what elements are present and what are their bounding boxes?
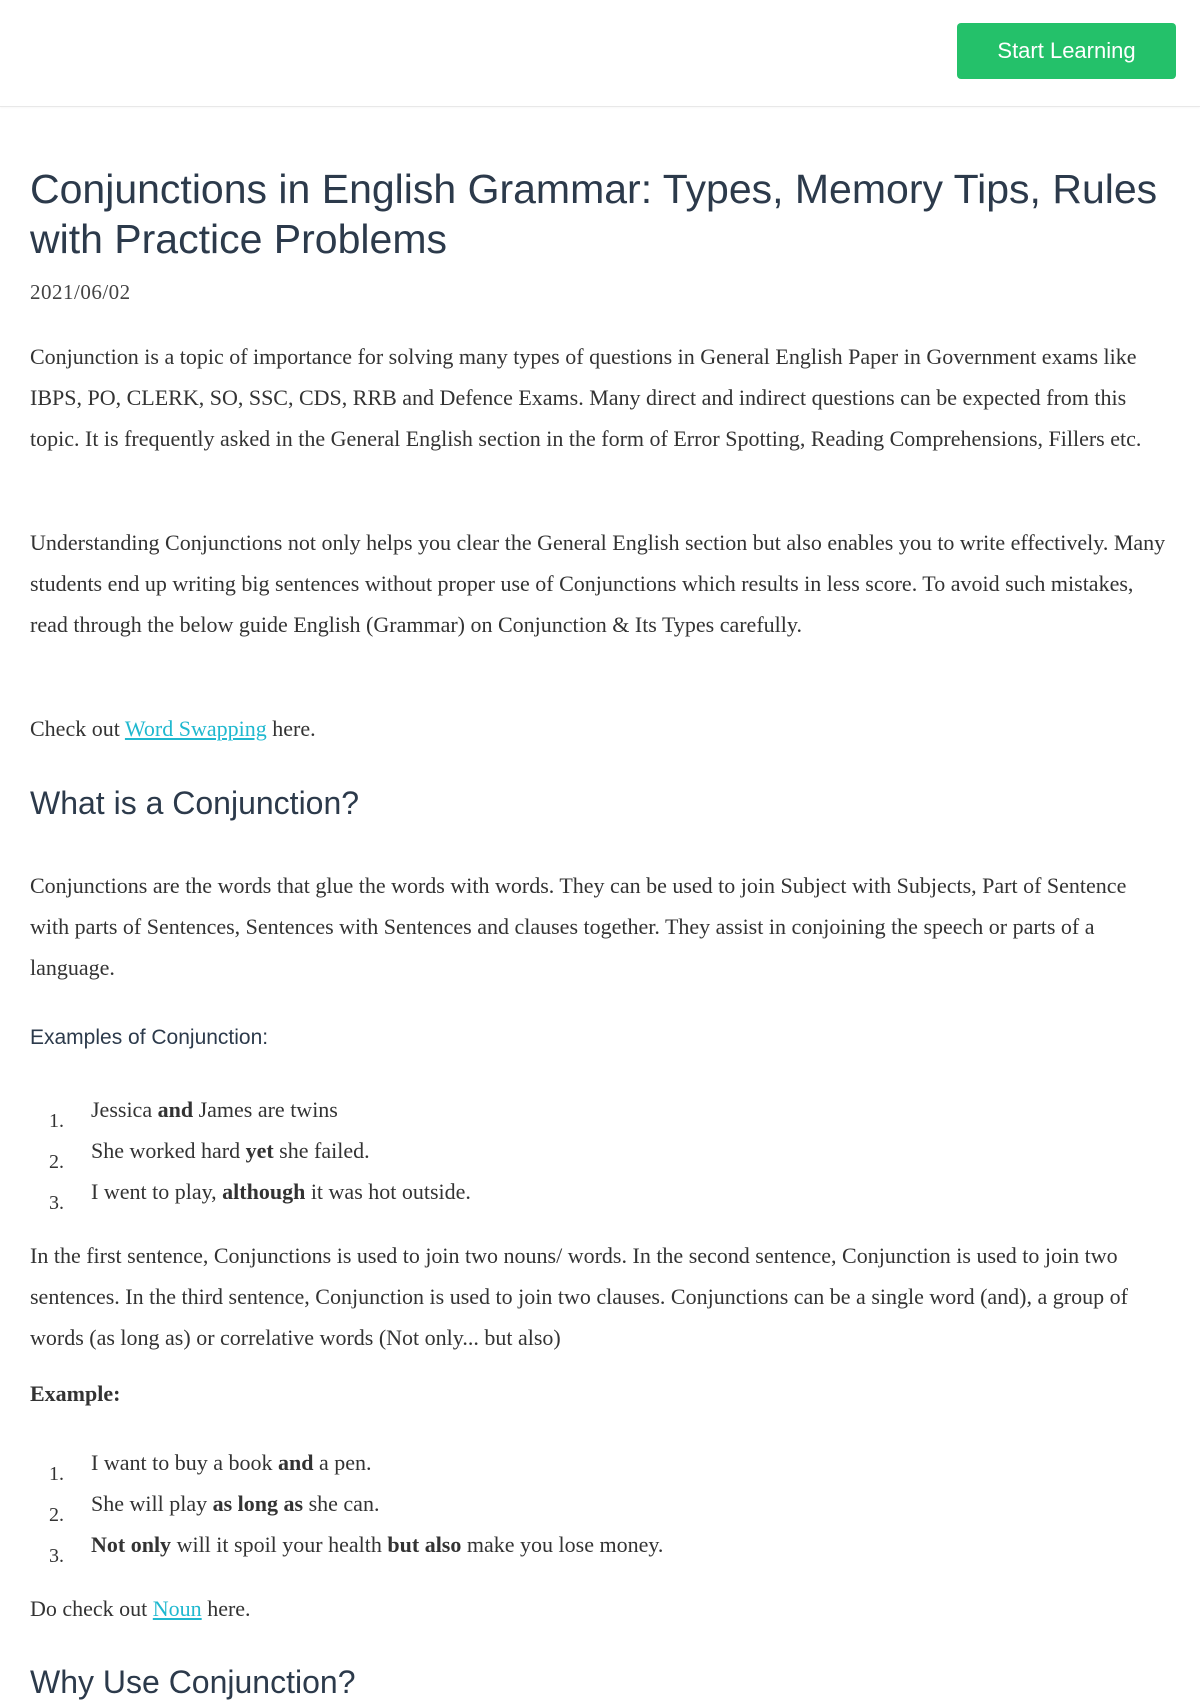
checkout2-suffix: here. (201, 1596, 251, 1621)
list-number: 1. (49, 1463, 64, 1485)
check-out-word-swapping (30, 708, 1170, 749)
examples-heading: Examples of Conjunction: (30, 1026, 269, 1049)
example-item (30, 1171, 1170, 1212)
example-item (30, 1483, 1170, 1524)
list-number: 2. (49, 1151, 64, 1173)
example-text: it was hot outside. (305, 1179, 471, 1204)
example-text: She will play (91, 1491, 213, 1516)
example-label: Example: (30, 1381, 121, 1406)
list-number: 1. (49, 1110, 64, 1132)
example-text: Jessica (91, 1097, 158, 1122)
what-is-conjunction-heading: What is a Conjunction? (30, 785, 360, 821)
example-conjunction: and (157, 1097, 194, 1122)
example-conjunction: and (277, 1450, 314, 1475)
example-conjunction: yet (245, 1138, 274, 1163)
why-use-conjunction-heading: Why Use Conjunction? (30, 1664, 356, 1700)
check-out-noun (30, 1588, 1170, 1629)
top-bar (0, 0, 1200, 107)
definition-paragraph: Conjunctions are the words that glue the words with words. They can be used to join Subject with Subjects, Part of Sentence with parts of Sentences, Sentences with Sentences and clauses together. They assist in conjoining the speech or parts of a language. (30, 873, 1127, 980)
intro-paragraph-1: Conjunction is a topic of importance for solving many types of questions in General English Paper in Government exams like IBPS, PO, CLERK, SO, SSC, CDS, RRB and Defence Exams. Many direct and indirect questions can be expected from this topic. It is frequently asked in the General English section in the form of Error Spotting, Reading Comprehensions, Fillers etc. (30, 344, 1142, 451)
example-text: I went to play, (91, 1179, 223, 1204)
example-item (30, 1089, 1170, 1130)
list-number: 3. (49, 1545, 64, 1567)
example-text: a pen. (313, 1450, 372, 1475)
example-item (30, 1442, 1170, 1483)
examples-list-2 (30, 1442, 1170, 1565)
example-conjunction: although (222, 1179, 306, 1204)
example-text: she failed. (273, 1138, 370, 1163)
example-text: James are twins (193, 1097, 338, 1122)
noun-link[interactable]: Noun (152, 1596, 202, 1621)
example-item (30, 1130, 1170, 1171)
checkout-suffix: here. (266, 716, 316, 741)
explanation-paragraph: In the first sentence, Conjunctions is used to join two nouns/ words. In the second sentence, Conjunction is used to join two sentences. In the third sentence, Conjunction is used to join two clauses. Conjunctions can be a single word (and), a group of words (as long as) or correlative words (Not only... but also) (30, 1243, 1128, 1350)
list-number: 3. (49, 1192, 64, 1214)
example-item (30, 1524, 1170, 1565)
start-learning-button[interactable]: Start Learning (957, 23, 1176, 79)
word-swapping-link[interactable]: Word Swapping (124, 716, 267, 741)
article-title: Conjunctions in English Grammar: Types, Memory Tips, Rules with Practice Problems (30, 166, 1158, 262)
example-conjunction: Not only (91, 1532, 172, 1557)
example-conjunction: but also (387, 1532, 462, 1557)
example-text: She worked hard (91, 1138, 246, 1163)
example-text: will it spoil your health (171, 1532, 388, 1557)
example-text: she can. (303, 1491, 380, 1516)
example-conjunction: as long as (212, 1491, 304, 1516)
intro-paragraph-2: Understanding Conjunctions not only helps you clear the General English section but also enables you to write effectively. Many students end up writing big sentences without proper use of Conjunctions which results in less score. To avoid such mistakes, read through the below guide English (Grammar) on Conjunction & Its Types carefully. (30, 530, 1166, 637)
example-text: make you lose money. (461, 1532, 664, 1557)
example-text: I want to buy a book (91, 1450, 278, 1475)
checkout-prefix: Check out (30, 716, 125, 741)
examples-list (30, 1089, 1170, 1212)
list-number: 2. (49, 1504, 64, 1526)
article-date: 2021/06/02 (30, 280, 131, 304)
checkout2-prefix: Do check out (30, 1596, 153, 1621)
